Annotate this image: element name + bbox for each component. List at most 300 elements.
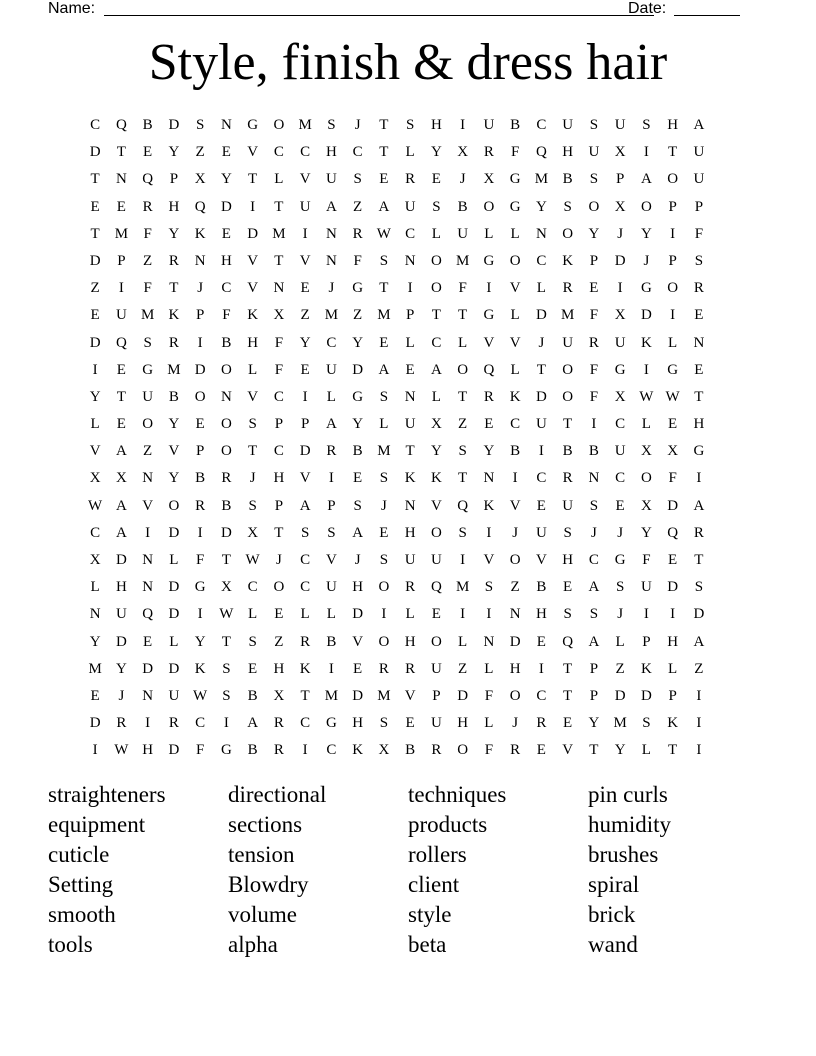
grid-letter: N [325,225,337,242]
grid-letter: I [197,334,203,351]
grid-letter: J [538,334,545,351]
grid-letter: E [353,470,363,487]
grid-letter: B [588,443,599,460]
grid-row [82,141,738,168]
grid-letter: O [430,633,442,650]
grid-letter: G [220,742,232,759]
grid-letter: Z [458,416,468,433]
grid-letter: U [614,334,626,351]
grid-letter: E [116,361,126,378]
grid-letter: I [696,715,702,732]
grid-letter: F [195,552,205,568]
grid-letter: R [693,524,704,541]
grid-letter: S [405,117,415,133]
grid-row [82,739,738,766]
grid-letter: E [536,742,546,759]
grid-letter: J [354,552,361,568]
grid-letter: M [377,307,391,324]
grid-letter: L [248,606,258,623]
grid-letter: R [300,633,311,650]
grid-letter: N [115,171,127,188]
grid-letter: D [115,552,127,568]
grid-letter: N [142,470,154,487]
word-list-item: equipment [48,812,146,837]
grid-letter: D [352,606,364,623]
grid-letter: M [272,225,286,242]
grid-letter: V [404,687,416,704]
grid-letter: S [563,524,572,541]
grid-letter: T [274,198,284,215]
grid-letter: I [460,606,466,623]
grid-letter: R [168,252,179,269]
grid-letter: Q [562,633,574,650]
grid-letter: V [247,252,259,269]
grid-letter: F [589,388,599,405]
grid-letter: N [483,470,495,487]
grid-letter: J [512,524,519,541]
grid-letter: S [563,606,572,623]
grid-letter: P [615,171,625,188]
grid-letter: K [483,497,495,514]
grid-letter: S [379,388,389,405]
grid-letter: D [693,606,705,623]
grid-letter: U [115,606,127,623]
grid-letter: J [617,606,624,623]
grid-letter: Y [115,660,127,677]
grid-letter: M [324,307,339,324]
grid-letter: Y [168,470,180,487]
grid-letter: T [116,144,126,161]
grid-letter: T [274,524,284,541]
grid-row [82,359,738,386]
grid-letter: V [509,497,521,514]
grid-letter: F [589,307,599,324]
grid-letter: T [248,443,258,460]
grid-letter: L [379,416,389,433]
grid-letter: I [486,524,492,541]
grid-letter: C [273,443,284,460]
grid-letter: Y [352,334,364,351]
grid-letter: I [407,280,413,297]
grid-letter: D [168,742,180,759]
grid-row [82,250,738,277]
grid-letter: G [509,198,521,215]
word-list-item: wand [588,932,638,957]
grid-letter: I [197,524,203,541]
grid-letter: V [247,144,259,161]
grid-row [82,304,738,331]
grid-letter: D [535,307,547,324]
grid-letter: O [273,117,285,133]
grid-letter: U [430,715,442,732]
grid-letter: W [88,497,103,514]
grid-letter: Q [457,497,469,514]
grid-letter: D [640,307,652,324]
grid-letter: U [142,388,154,405]
grid-letter: W [376,225,391,242]
grid-letter: B [457,198,468,215]
grid-letter: U [457,225,469,242]
grid-letter: E [300,280,310,297]
grid-letter: B [247,687,258,704]
grid-letter: J [617,524,624,541]
grid-letter: T [379,280,389,297]
grid-letter: H [693,416,705,433]
grid-letter: V [562,742,574,759]
grid-letter: K [247,307,259,324]
grid-letter: D [667,497,679,514]
grid-letter: C [536,117,547,133]
grid-letter: O [562,225,574,242]
grid-letter: R [562,280,573,297]
grid-letter: U [325,361,337,378]
grid-letter: C [510,416,521,433]
grid-letter: G [142,361,154,378]
grid-letter: I [696,742,702,759]
grid-letter: X [614,144,626,161]
grid-letter: C [405,225,416,242]
grid-letter: I [538,660,544,677]
grid-letter: R [483,144,494,161]
grid-letter: I [460,552,466,568]
grid-letter: I [696,470,702,487]
grid-letter: X [273,687,285,704]
grid-letter: Y [588,715,600,732]
word-column [408,780,588,960]
grid-letter: X [483,171,495,188]
grid-letter: J [380,497,387,514]
grid-letter: Z [353,307,363,324]
grid-letter: S [379,252,389,269]
grid-letter: G [614,552,626,568]
word-list-item: humidity [588,812,672,837]
letter-grid [82,114,738,767]
grid-letter: R [588,334,599,351]
grid-letter: K [299,660,311,677]
grid-letter: I [118,280,124,297]
grid-letter: M [324,687,339,704]
grid-letter: O [430,524,442,541]
grid-letter: K [430,470,442,487]
grid-letter: L [405,144,415,161]
grid-letter: E [668,416,678,433]
grid-letter: Q [142,606,154,623]
word-column [228,780,408,960]
word-list-item: volume [228,902,297,927]
grid-letter: T [169,280,179,297]
grid-letter: C [247,579,258,596]
grid-letter: F [353,252,362,269]
grid-letter: F [222,307,231,324]
grid-letter: A [640,171,652,188]
word-list-item: tension [228,842,295,867]
grid-letter: O [457,361,469,378]
grid-letter: A [325,416,337,433]
grid-letter: D [667,579,679,596]
grid-letter: C [90,524,101,541]
grid-letter: A [588,633,600,650]
grid-letter: L [405,334,415,351]
grid-letter: M [560,307,575,324]
grid-letter: G [640,280,652,297]
grid-letter: Z [90,280,100,297]
grid-letter: H [142,742,154,759]
grid-letter: I [460,117,466,133]
grid-letter: U [535,416,547,433]
grid-letter: U [588,144,600,161]
grid-letter: L [536,280,546,297]
grid-row [82,495,738,522]
grid-letter: F [510,144,520,161]
grid-letter: D [299,443,311,460]
grid-letter: L [300,606,310,623]
grid-letter: Y [430,443,442,460]
grid-letter: J [643,252,650,269]
grid-letter: R [378,660,389,677]
grid-letter: S [458,443,467,460]
grid-letter: U [299,198,311,215]
grid-letter: A [588,579,600,596]
grid-letter: L [169,633,179,650]
grid-letter: Z [274,633,284,650]
grid-letter: K [168,307,180,324]
grid-letter: R [273,715,284,732]
grid-letter: H [115,579,127,596]
grid-letter: L [90,416,100,433]
grid-letter: S [589,497,599,514]
grid-letter: H [325,144,337,161]
grid-letter: O [273,579,285,596]
grid-letter: C [90,117,101,133]
grid-letter: F [143,280,152,297]
grid-letter: E [563,579,573,596]
grid-letter: I [696,687,702,704]
grid-letter: S [300,524,310,541]
grid-letter: E [405,361,415,378]
grid-letter: V [247,388,259,405]
grid-letter: M [455,579,470,596]
grid-letter: T [563,416,573,433]
grid-letter: D [220,524,232,541]
word-list-item: pin curls [588,782,668,807]
word-list-item: smooth [48,902,116,927]
grid-letter: R [352,225,363,242]
grid-letter: N [588,470,600,487]
grid-letter: O [220,416,232,433]
grid-letter: O [457,742,469,759]
grid-letter: T [458,307,468,324]
grid-letter: A [693,497,705,514]
grid-letter: G [509,171,521,188]
grid-letter: P [432,687,441,704]
grid-row [82,196,738,223]
grid-letter: X [220,579,232,596]
grid-letter: H [457,715,469,732]
grid-letter: Q [194,198,206,215]
grid-row [82,114,738,141]
grid-letter: X [667,443,679,460]
grid-letter: D [640,687,652,704]
grid-letter: S [589,606,599,623]
grid-letter: S [694,579,704,596]
grid-letter: X [640,497,652,514]
grid-row [82,631,738,658]
grid-letter: K [562,252,574,269]
grid-letter: O [430,252,442,269]
grid-letter: T [221,552,231,568]
grid-letter: P [195,307,205,324]
grid-letter: K [194,660,206,677]
grid-letter: P [169,171,179,188]
word-list-item: beta [408,932,447,957]
grid-letter: L [248,361,258,378]
grid-letter: U [693,171,705,188]
grid-letter: E [694,307,704,324]
grid-letter: N [142,687,154,704]
grid-letter: I [302,388,308,405]
grid-letter: P [668,252,677,269]
grid-letter: O [509,552,521,568]
grid-letter: R [483,388,494,405]
grid-letter: V [299,252,311,269]
grid-letter: T [274,252,284,269]
grid-letter: G [483,307,495,324]
grid-letter: R [273,742,284,759]
grid-letter: H [509,660,521,677]
grid-letter: G [352,280,364,297]
grid-letter: V [168,443,180,460]
grid-letter: S [379,715,389,732]
grid-letter: N [693,334,705,351]
grid-letter: J [197,280,204,297]
grid-letter: S [222,660,231,677]
grid-letter: I [512,470,518,487]
word-list-item: rollers [408,842,467,867]
grid-letter: L [431,225,441,242]
grid-letter: B [221,334,232,351]
grid-row [82,549,738,576]
grid-letter: V [483,552,495,568]
grid-letter: Y [430,144,442,161]
date-label: Date: [628,0,667,17]
grid-letter: B [405,742,416,759]
grid-letter: C [273,144,284,161]
grid-letter: G [614,361,626,378]
grid-row [82,168,738,195]
grid-letter: I [145,524,151,541]
grid-letter: V [325,552,337,568]
grid-letter: A [378,361,390,378]
name-blank-line [104,15,654,16]
grid-letter: S [248,416,257,433]
grid-letter: X [430,416,442,433]
grid-letter: O [509,252,521,269]
grid-letter: S [353,497,362,514]
grid-letter: Y [640,524,652,541]
grid-row [82,332,738,359]
grid-letter: E [353,660,363,677]
grid-letter: I [643,606,649,623]
grid-letter: V [247,280,259,297]
word-list-item: alpha [228,932,278,957]
grid-letter: R [142,198,153,215]
grid-letter: D [352,687,364,704]
grid-row [82,277,738,304]
grid-letter: D [614,252,626,269]
grid-letter: Q [430,579,442,596]
grid-letter: S [458,524,467,541]
grid-letter: J [590,524,597,541]
grid-letter: L [510,307,520,324]
grid-letter: I [145,715,151,732]
grid-letter: L [484,225,494,242]
grid-letter: X [115,470,127,487]
grid-letter: F [484,742,494,759]
grid-letter: S [589,171,599,188]
grid-letter: C [615,416,626,433]
grid-letter: Y [168,416,180,433]
grid-letter: G [352,388,364,405]
grid-letter: T [90,225,100,242]
grid-letter: H [562,552,574,568]
grid-letter: O [220,443,232,460]
grid-letter: C [300,715,311,732]
grid-letter: Z [510,579,520,596]
grid-letter: U [562,497,574,514]
grid-letter: I [328,660,334,677]
grid-letter: U [562,334,574,351]
grid-letter: K [640,660,652,677]
grid-letter: U [614,443,626,460]
grid-letter: T [248,171,258,188]
grid-letter: J [354,117,361,133]
grid-letter: T [431,307,441,324]
grid-letter: O [640,198,652,215]
grid-letter: V [142,497,154,514]
grid-letter: D [168,606,180,623]
grid-letter: N [404,388,416,405]
grid-letter: S [379,470,389,487]
grid-letter: X [194,171,206,188]
grid-letter: J [249,470,256,487]
grid-letter: T [458,388,468,405]
grid-letter: O [588,198,600,215]
grid-letter: L [641,742,651,759]
grid-letter: H [220,252,232,269]
word-list-item: Blowdry [228,872,309,897]
grid-letter: R [693,280,704,297]
grid-letter: E [143,633,153,650]
word-list-item: Setting [48,872,114,897]
header [48,0,740,20]
grid-letter: O [640,470,652,487]
grid-letter: U [430,660,442,677]
grid-letter: Y [89,388,101,405]
grid-letter: Z [195,144,205,161]
grid-letter: K [640,334,652,351]
grid-letter: L [90,579,100,596]
grid-letter: L [274,171,284,188]
grid-letter: M [88,660,102,677]
grid-letter: B [510,117,521,133]
grid-letter: Q [483,361,495,378]
grid-letter: E [431,606,441,623]
grid-letter: P [274,497,284,514]
grid-letter: C [195,715,206,732]
grid-letter: C [326,334,337,351]
grid-letter: S [222,687,231,704]
grid-letter: O [509,687,521,704]
